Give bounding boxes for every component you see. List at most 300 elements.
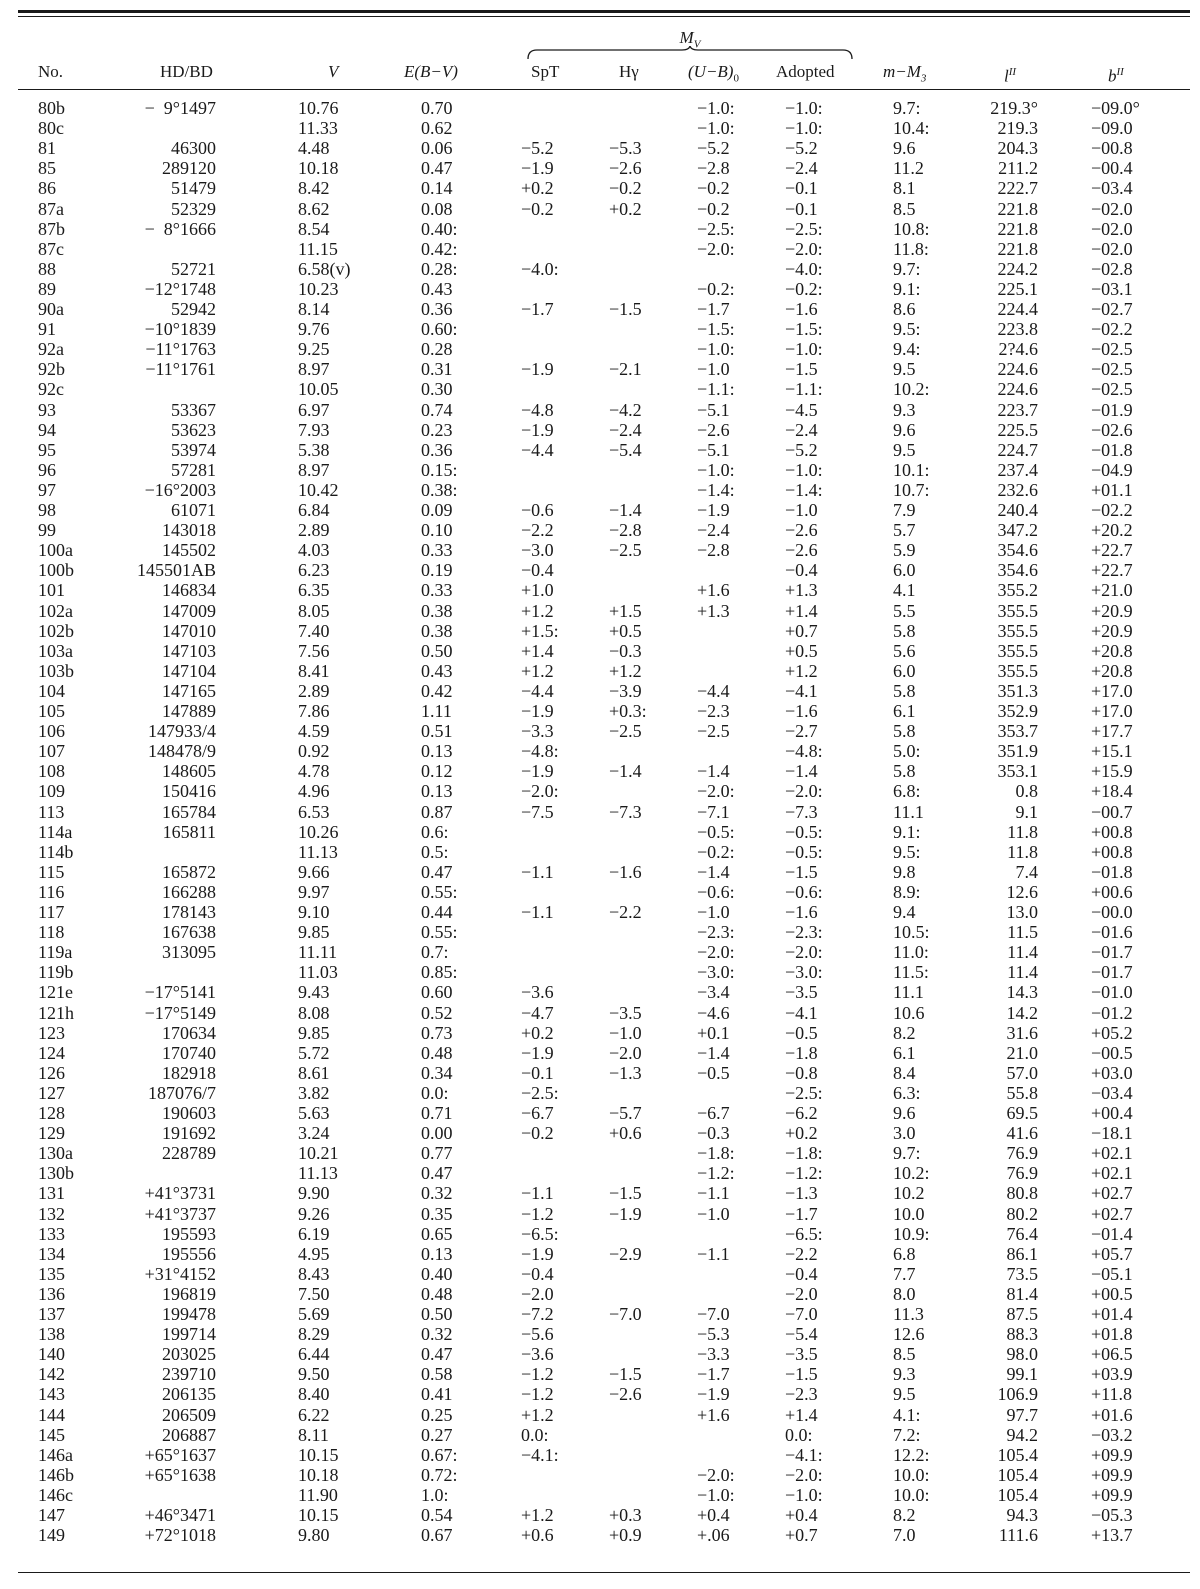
cell-galactic-longitude: 11.8 bbox=[1007, 841, 1038, 862]
cell-galactic-longitude: 21.0 bbox=[1006, 1042, 1038, 1063]
cell-galactic-latitude: +02.1 bbox=[1091, 1163, 1133, 1184]
cell-hgamma: −2.9 bbox=[609, 1243, 642, 1264]
cell-ebv: 0.42 bbox=[421, 680, 453, 701]
cell-hgamma: −2.6 bbox=[609, 158, 642, 179]
header-rule bbox=[18, 89, 1190, 90]
table-row bbox=[0, 1043, 1200, 1063]
cell-galactic-latitude: +01.6 bbox=[1091, 1404, 1133, 1425]
cell-galactic-latitude: +05.7 bbox=[1091, 1243, 1133, 1264]
cell-spt: −1.9 bbox=[521, 359, 554, 380]
cell-hgamma: −1.0 bbox=[609, 1022, 642, 1043]
cell-galactic-latitude: +01.4 bbox=[1091, 1304, 1133, 1324]
cell-hgamma: −2.1 bbox=[609, 359, 642, 380]
cell-spt: −1.2 bbox=[521, 1203, 554, 1224]
table-row bbox=[0, 400, 1200, 420]
cell-v: 8.54 bbox=[298, 218, 330, 239]
cell-distance-modulus: 8.4 bbox=[893, 1062, 916, 1083]
cell-galactic-latitude: +00.4 bbox=[1091, 1103, 1133, 1123]
cell-hdbd: 53623 bbox=[171, 419, 216, 440]
cell-distance-modulus: 9.6 bbox=[893, 138, 916, 159]
cell-no: 97 bbox=[38, 479, 56, 500]
cell-hgamma: −1.4 bbox=[609, 500, 642, 520]
cell-galactic-longitude: 2?4.6 bbox=[998, 339, 1038, 360]
cell-adopted: +0.7 bbox=[785, 620, 818, 641]
cell-spt: −4.8 bbox=[521, 399, 554, 420]
cell-no: 146c bbox=[38, 1484, 73, 1505]
cell-v: 6.19 bbox=[298, 1223, 330, 1244]
cell-ub0: −7.0 bbox=[697, 1304, 730, 1324]
cell-galactic-longitude: 354.6 bbox=[997, 540, 1038, 561]
cell-adopted: −0.5: bbox=[785, 821, 823, 842]
cell-hdbd: +65°1637 bbox=[144, 1444, 216, 1465]
cell-distance-modulus: 9.4: bbox=[893, 339, 921, 360]
cell-spt: −1.9 bbox=[521, 1243, 554, 1264]
cell-ub0: −2.5 bbox=[697, 721, 730, 742]
cell-ub0: −1.7 bbox=[697, 299, 730, 319]
cell-no: 121h bbox=[38, 1002, 74, 1023]
cell-galactic-longitude: 355.5 bbox=[997, 600, 1038, 621]
cell-ub0: −5.2 bbox=[697, 138, 730, 159]
cell-ub0: −2.0: bbox=[697, 942, 735, 963]
cell-galactic-latitude: +17.7 bbox=[1091, 721, 1133, 742]
cell-spt: −3.6 bbox=[521, 1344, 554, 1365]
cell-distance-modulus: 5.8 bbox=[893, 721, 916, 742]
cell-galactic-latitude: +02.7 bbox=[1091, 1183, 1133, 1204]
cell-galactic-latitude: −01.7 bbox=[1091, 962, 1133, 983]
cell-no: 96 bbox=[38, 459, 56, 480]
cell-adopted: −3.0: bbox=[785, 962, 823, 983]
table-row bbox=[0, 1485, 1200, 1505]
cell-galactic-longitude: 347.2 bbox=[997, 520, 1038, 541]
cell-ub0: −1.0 bbox=[697, 902, 730, 922]
cell-v: 11.03 bbox=[298, 962, 338, 983]
cell-ub0: −4.6 bbox=[697, 1002, 730, 1023]
cell-hdbd: 170634 bbox=[162, 1022, 216, 1043]
cell-galactic-latitude: −02.5 bbox=[1091, 359, 1133, 380]
cell-distance-modulus: 8.2 bbox=[893, 1505, 916, 1525]
cell-galactic-latitude: +01.8 bbox=[1091, 1324, 1133, 1345]
cell-spt: +1.2 bbox=[521, 600, 554, 621]
cell-distance-modulus: 5.0: bbox=[893, 741, 921, 762]
cell-ub0: −2.4 bbox=[697, 520, 730, 541]
cell-galactic-latitude: −00.8 bbox=[1091, 138, 1133, 159]
cell-ebv: 0.47 bbox=[421, 158, 453, 179]
cell-galactic-latitude: −01.7 bbox=[1091, 942, 1133, 963]
cell-adopted: −5.2 bbox=[785, 439, 818, 460]
cell-galactic-latitude: +02.7 bbox=[1091, 1203, 1133, 1224]
cell-galactic-latitude: +17.0 bbox=[1091, 680, 1133, 701]
cell-no: 104 bbox=[38, 680, 65, 701]
cell-distance-modulus: 9.5 bbox=[893, 1384, 916, 1405]
cell-galactic-longitude: 351.3 bbox=[997, 680, 1038, 701]
cell-adopted: −4.1 bbox=[785, 1002, 818, 1023]
cell-adopted: −1.5 bbox=[785, 861, 818, 882]
cell-spt: −1.1 bbox=[521, 902, 554, 922]
cell-no: 123 bbox=[38, 1022, 65, 1043]
cell-no: 106 bbox=[38, 721, 65, 742]
cell-spt: −1.2 bbox=[521, 1384, 554, 1405]
cell-galactic-latitude: +20.8 bbox=[1091, 660, 1133, 681]
cell-no: 130a bbox=[38, 1143, 73, 1164]
table-row bbox=[0, 118, 1200, 138]
cell-hdbd: 187076/7 bbox=[147, 1082, 216, 1103]
cell-ebv: 0.06 bbox=[421, 138, 453, 159]
cell-spt: −4.0: bbox=[521, 258, 559, 279]
cell-spt: +1.2 bbox=[521, 1404, 554, 1425]
cell-distance-modulus: 9.7: bbox=[893, 258, 921, 279]
cell-spt: −2.0: bbox=[521, 781, 559, 802]
cell-distance-modulus: 10.6 bbox=[893, 1002, 925, 1023]
table-row bbox=[0, 1244, 1200, 1264]
cell-distance-modulus: 11.2 bbox=[893, 158, 924, 179]
cell-ebv: 0.47 bbox=[421, 861, 453, 882]
cell-no: 145 bbox=[38, 1424, 65, 1445]
cell-v: 2.89 bbox=[298, 520, 330, 541]
cell-adopted: −7.0 bbox=[785, 1304, 818, 1324]
cell-galactic-longitude: 98.0 bbox=[1006, 1344, 1038, 1365]
cell-distance-modulus: 11.1 bbox=[893, 801, 924, 822]
cell-distance-modulus: 9.7: bbox=[893, 1143, 921, 1164]
cell-ub0: +0.1 bbox=[697, 1022, 730, 1043]
table-row bbox=[0, 1405, 1200, 1425]
cell-no: 114b bbox=[38, 841, 74, 862]
cell-galactic-latitude: +06.5 bbox=[1091, 1344, 1133, 1365]
table-row bbox=[0, 701, 1200, 721]
cell-v: 10.15 bbox=[298, 1505, 339, 1525]
cell-galactic-latitude: −03.4 bbox=[1091, 1082, 1133, 1103]
cell-distance-modulus: 6.8: bbox=[893, 781, 921, 802]
cell-no: 105 bbox=[38, 701, 65, 721]
cell-galactic-latitude: +20.9 bbox=[1091, 620, 1133, 641]
col-header-adopted: Adopted bbox=[776, 62, 835, 81]
cell-hdbd: 191692 bbox=[162, 1123, 216, 1144]
cell-distance-modulus: 10.2: bbox=[893, 1163, 930, 1184]
cell-ebv: 0.34 bbox=[421, 1062, 453, 1083]
table-row bbox=[0, 1224, 1200, 1244]
cell-hdbd: 313095 bbox=[162, 942, 216, 963]
cell-galactic-longitude: 224.7 bbox=[997, 439, 1038, 460]
cell-hdbd: 147889 bbox=[162, 701, 216, 721]
cell-distance-modulus: 10.0 bbox=[893, 1203, 925, 1224]
cell-galactic-longitude: 11.5 bbox=[1007, 922, 1038, 943]
cell-v: 8.97 bbox=[298, 459, 330, 480]
cell-adopted: +0.5 bbox=[785, 640, 818, 661]
table-row bbox=[0, 761, 1200, 781]
cell-adopted: −5.4 bbox=[785, 1324, 818, 1345]
cell-galactic-longitude: 0.8 bbox=[1015, 781, 1038, 802]
table-row bbox=[0, 922, 1200, 942]
cell-distance-modulus: 9.7: bbox=[893, 98, 921, 118]
cell-galactic-longitude: 355.2 bbox=[997, 580, 1038, 601]
table-row bbox=[0, 1003, 1200, 1023]
cell-ub0: −1.0: bbox=[697, 1484, 735, 1505]
cell-no: 119b bbox=[38, 962, 74, 983]
cell-hgamma: −0.2 bbox=[609, 178, 642, 199]
cell-no: 115 bbox=[38, 861, 65, 882]
cell-hdbd: 147165 bbox=[162, 680, 216, 701]
cell-galactic-longitude: 232.6 bbox=[997, 479, 1038, 500]
cell-spt: −5.2 bbox=[521, 138, 554, 159]
cell-v: 9.25 bbox=[298, 339, 330, 360]
col-header-galactic-latitude: $b^{II}$ bbox=[1108, 66, 1124, 86]
cell-galactic-longitude: 111.6 bbox=[998, 1525, 1038, 1546]
cell-galactic-longitude: 14.3 bbox=[1006, 982, 1038, 1003]
cell-hgamma: +0.5 bbox=[609, 620, 642, 641]
cell-galactic-longitude: 225.1 bbox=[997, 278, 1038, 299]
cell-v: 7.50 bbox=[298, 1283, 330, 1304]
cell-no: 144 bbox=[38, 1404, 65, 1425]
table-row bbox=[0, 1083, 1200, 1103]
cell-no: 80b bbox=[38, 98, 65, 118]
cell-adopted: −0.4 bbox=[785, 1263, 818, 1284]
cell-ub0: −1.5: bbox=[697, 319, 735, 340]
cell-hgamma: −5.3 bbox=[609, 138, 642, 159]
cell-ebv: 0.50 bbox=[421, 640, 453, 661]
cell-galactic-longitude: 219.3 bbox=[997, 118, 1038, 139]
cell-hdbd: 145501AB bbox=[136, 560, 216, 581]
cell-adopted: −2.0: bbox=[785, 942, 823, 963]
cell-v: 8.41 bbox=[298, 660, 330, 681]
cell-hdbd: 199714 bbox=[162, 1324, 216, 1345]
cell-no: 124 bbox=[38, 1042, 65, 1063]
cell-adopted: −1.3 bbox=[785, 1183, 818, 1204]
cell-spt: −7.2 bbox=[521, 1304, 554, 1324]
cell-no: 85 bbox=[38, 158, 56, 179]
cell-distance-modulus: 7.0 bbox=[893, 1525, 916, 1546]
cell-ebv: 0.32 bbox=[421, 1183, 453, 1204]
cell-no: 134 bbox=[38, 1243, 65, 1264]
cell-v: 3.82 bbox=[298, 1082, 330, 1103]
cell-spt: +1.4 bbox=[521, 640, 554, 661]
cell-hgamma: −5.7 bbox=[609, 1103, 642, 1123]
cell-v: 9.85 bbox=[298, 1022, 330, 1043]
cell-spt: +1.2 bbox=[521, 660, 554, 681]
cell-v: 9.50 bbox=[298, 1364, 330, 1385]
cell-galactic-latitude: +03.9 bbox=[1091, 1364, 1133, 1385]
cell-ebv: 0.51 bbox=[421, 721, 453, 742]
cell-hdbd: 145502 bbox=[162, 540, 216, 561]
cell-hdbd: − 8°1666 bbox=[144, 218, 216, 239]
cell-galactic-longitude: 76.9 bbox=[1006, 1163, 1038, 1184]
cell-ebv: 0.55: bbox=[421, 881, 458, 902]
cell-distance-modulus: 10.8: bbox=[893, 218, 930, 239]
cell-hdbd: 206135 bbox=[162, 1384, 216, 1405]
table-row bbox=[0, 1505, 1200, 1525]
cell-hdbd: −11°1761 bbox=[145, 359, 216, 380]
cell-hdbd: −10°1839 bbox=[144, 319, 216, 340]
cell-spt: +1.2 bbox=[521, 1505, 554, 1525]
cell-distance-modulus: 8.0 bbox=[893, 1283, 916, 1304]
cell-v: 9.43 bbox=[298, 982, 330, 1003]
cell-galactic-longitude: 80.8 bbox=[1006, 1183, 1038, 1204]
cell-adopted: −1.0: bbox=[785, 1484, 823, 1505]
cell-ebv: 0.43 bbox=[421, 278, 453, 299]
cell-spt: −1.7 bbox=[521, 299, 554, 319]
cell-ub0: +1.3 bbox=[697, 600, 730, 621]
cell-adopted: −2.3 bbox=[785, 1384, 818, 1405]
top-double-rule bbox=[18, 10, 1190, 13]
cell-distance-modulus: 4.1 bbox=[893, 580, 916, 601]
cell-v: 10.23 bbox=[298, 278, 339, 299]
cell-galactic-latitude: −09.0° bbox=[1091, 98, 1140, 118]
cell-ebv: 0.19 bbox=[421, 560, 453, 581]
cell-adopted: −1.0: bbox=[785, 459, 823, 480]
cell-ebv: 0.60: bbox=[421, 319, 458, 340]
table-row bbox=[0, 259, 1200, 279]
cell-distance-modulus: 9.6 bbox=[893, 1103, 916, 1123]
cell-v: 4.59 bbox=[298, 721, 330, 742]
cell-hdbd: +41°3737 bbox=[144, 1203, 216, 1224]
cell-distance-modulus: 11.8: bbox=[893, 238, 929, 259]
cell-hdbd: +46°3471 bbox=[144, 1505, 216, 1525]
cell-hgamma: −2.0 bbox=[609, 1042, 642, 1063]
cell-distance-modulus: 8.5 bbox=[893, 1344, 916, 1365]
cell-ebv: 0.62 bbox=[421, 118, 453, 139]
cell-v: 11.11 bbox=[298, 942, 338, 963]
cell-galactic-latitude: −18.1 bbox=[1091, 1123, 1133, 1144]
cell-galactic-longitude: 211.2 bbox=[998, 158, 1038, 179]
table-row bbox=[0, 239, 1200, 259]
cell-v: 10.26 bbox=[298, 821, 339, 842]
col-header-galactic-longitude: $l^{II}$ bbox=[1004, 66, 1017, 86]
cell-hgamma: −1.9 bbox=[609, 1203, 642, 1224]
table-row bbox=[0, 962, 1200, 982]
cell-distance-modulus: 5.8 bbox=[893, 620, 916, 641]
cell-v: 5.38 bbox=[298, 439, 330, 460]
cell-hdbd: 196819 bbox=[162, 1283, 216, 1304]
cell-galactic-longitude: 14.2 bbox=[1006, 1002, 1038, 1023]
table-row bbox=[0, 1183, 1200, 1203]
cell-galactic-longitude: 76.4 bbox=[1006, 1223, 1038, 1244]
cell-ebv: 0.33 bbox=[421, 580, 453, 601]
cell-adopted: −2.0 bbox=[785, 1283, 818, 1304]
table-row bbox=[0, 842, 1200, 862]
cell-distance-modulus: 9.6 bbox=[893, 419, 916, 440]
cell-distance-modulus: 9.5 bbox=[893, 439, 916, 460]
cell-hgamma: +0.9 bbox=[609, 1525, 642, 1546]
cell-hdbd: +72°1018 bbox=[144, 1525, 216, 1546]
cell-ebv: 0.38 bbox=[421, 620, 453, 641]
cell-hdbd: 147104 bbox=[162, 660, 216, 681]
cell-ub0: −4.4 bbox=[697, 680, 730, 701]
cell-galactic-latitude: +21.0 bbox=[1091, 580, 1133, 601]
cell-v: 9.26 bbox=[298, 1203, 330, 1224]
cell-v: 7.86 bbox=[298, 701, 330, 721]
cell-spt: −6.5: bbox=[521, 1223, 559, 1244]
cell-spt: +0.2 bbox=[521, 178, 554, 199]
table-row bbox=[0, 1324, 1200, 1344]
cell-hdbd: +41°3731 bbox=[144, 1183, 216, 1204]
cell-distance-modulus: 10.0: bbox=[893, 1484, 930, 1505]
cell-galactic-longitude: 11.4 bbox=[1007, 942, 1038, 963]
cell-no: 132 bbox=[38, 1203, 65, 1224]
cell-ebv: 0.38 bbox=[421, 600, 453, 621]
cell-hdbd: 199478 bbox=[162, 1304, 216, 1324]
cell-v: 6.35 bbox=[298, 580, 330, 601]
cell-ub0: −1.0 bbox=[697, 359, 730, 380]
cell-v: 6.53 bbox=[298, 801, 330, 822]
cell-hdbd: 150416 bbox=[162, 781, 216, 802]
cell-ub0: −1.1 bbox=[697, 1243, 730, 1264]
cell-distance-modulus: 7.2: bbox=[893, 1424, 921, 1445]
cell-v: 8.43 bbox=[298, 1263, 330, 1284]
cell-galactic-latitude: +00.8 bbox=[1091, 821, 1133, 842]
cell-ebv: 0.40: bbox=[421, 218, 458, 239]
cell-v: 10.18 bbox=[298, 158, 339, 179]
cell-v: 6.23 bbox=[298, 560, 330, 581]
cell-no: 113 bbox=[38, 801, 65, 822]
cell-ub0: −1.4 bbox=[697, 1042, 730, 1063]
cell-adopted: −4.0: bbox=[785, 258, 823, 279]
cell-hdbd: 195593 bbox=[162, 1223, 216, 1244]
cell-ub0: +1.6 bbox=[697, 1404, 730, 1425]
cell-galactic-latitude: −01.4 bbox=[1091, 1223, 1133, 1244]
cell-spt: −1.9 bbox=[521, 761, 554, 782]
cell-no: 88 bbox=[38, 258, 56, 279]
cell-hdbd: 147103 bbox=[162, 640, 216, 661]
cell-ub0: −0.2 bbox=[697, 198, 730, 219]
cell-galactic-longitude: 99.1 bbox=[1006, 1364, 1038, 1385]
table-row bbox=[0, 661, 1200, 681]
cell-hgamma: −2.8 bbox=[609, 520, 642, 541]
table-row bbox=[0, 1525, 1200, 1545]
cell-no: 131 bbox=[38, 1183, 65, 1204]
cell-ub0: −2.5: bbox=[697, 218, 735, 239]
cell-no: 81 bbox=[38, 138, 56, 159]
cell-distance-modulus: 8.5 bbox=[893, 198, 916, 219]
cell-spt: 0.0: bbox=[521, 1424, 549, 1445]
cell-ebv: 0.52 bbox=[421, 1002, 453, 1023]
cell-v: 3.24 bbox=[298, 1123, 330, 1144]
table-row bbox=[0, 560, 1200, 580]
cell-ebv: 0.48 bbox=[421, 1283, 453, 1304]
cell-ebv: 0.28: bbox=[421, 258, 458, 279]
table-row bbox=[0, 781, 1200, 801]
cell-galactic-longitude: 225.5 bbox=[997, 419, 1038, 440]
cell-hgamma: −7.0 bbox=[609, 1304, 642, 1324]
cell-ebv: 0.15: bbox=[421, 459, 458, 480]
cell-adopted: +1.3 bbox=[785, 580, 818, 601]
cell-ebv: 0.71 bbox=[421, 1103, 453, 1123]
cell-hdbd: 147933/4 bbox=[147, 721, 216, 742]
cell-hdbd: 165811 bbox=[162, 821, 216, 842]
cell-galactic-latitude: −00.5 bbox=[1091, 1042, 1133, 1063]
cell-adopted: +1.4 bbox=[785, 600, 818, 621]
cell-spt: −1.2 bbox=[521, 1364, 554, 1385]
table-row bbox=[0, 882, 1200, 902]
cell-galactic-longitude: 354.6 bbox=[997, 560, 1038, 581]
cell-spt: −1.9 bbox=[521, 1042, 554, 1063]
cell-hdbd: 61071 bbox=[171, 500, 216, 520]
cell-galactic-latitude: −01.8 bbox=[1091, 439, 1133, 460]
cell-hdbd: −17°5141 bbox=[144, 982, 216, 1003]
cell-adopted: −5.2 bbox=[785, 138, 818, 159]
cell-v: 8.11 bbox=[298, 1424, 329, 1445]
cell-hdbd: 170740 bbox=[162, 1042, 216, 1063]
cell-ub0: −5.3 bbox=[697, 1324, 730, 1345]
cell-distance-modulus: 10.1: bbox=[893, 459, 930, 480]
cell-ebv: 0.74 bbox=[421, 399, 453, 420]
cell-no: 149 bbox=[38, 1525, 65, 1546]
cell-ub0: −1.4 bbox=[697, 761, 730, 782]
cell-hgamma: −2.5 bbox=[609, 540, 642, 561]
cell-no: 87b bbox=[38, 218, 65, 239]
table-row bbox=[0, 379, 1200, 399]
cell-distance-modulus: 10.4: bbox=[893, 118, 930, 139]
cell-galactic-latitude: +13.7 bbox=[1091, 1525, 1133, 1546]
cell-ebv: 0.09 bbox=[421, 500, 453, 520]
cell-ebv: 0.40 bbox=[421, 1263, 453, 1284]
